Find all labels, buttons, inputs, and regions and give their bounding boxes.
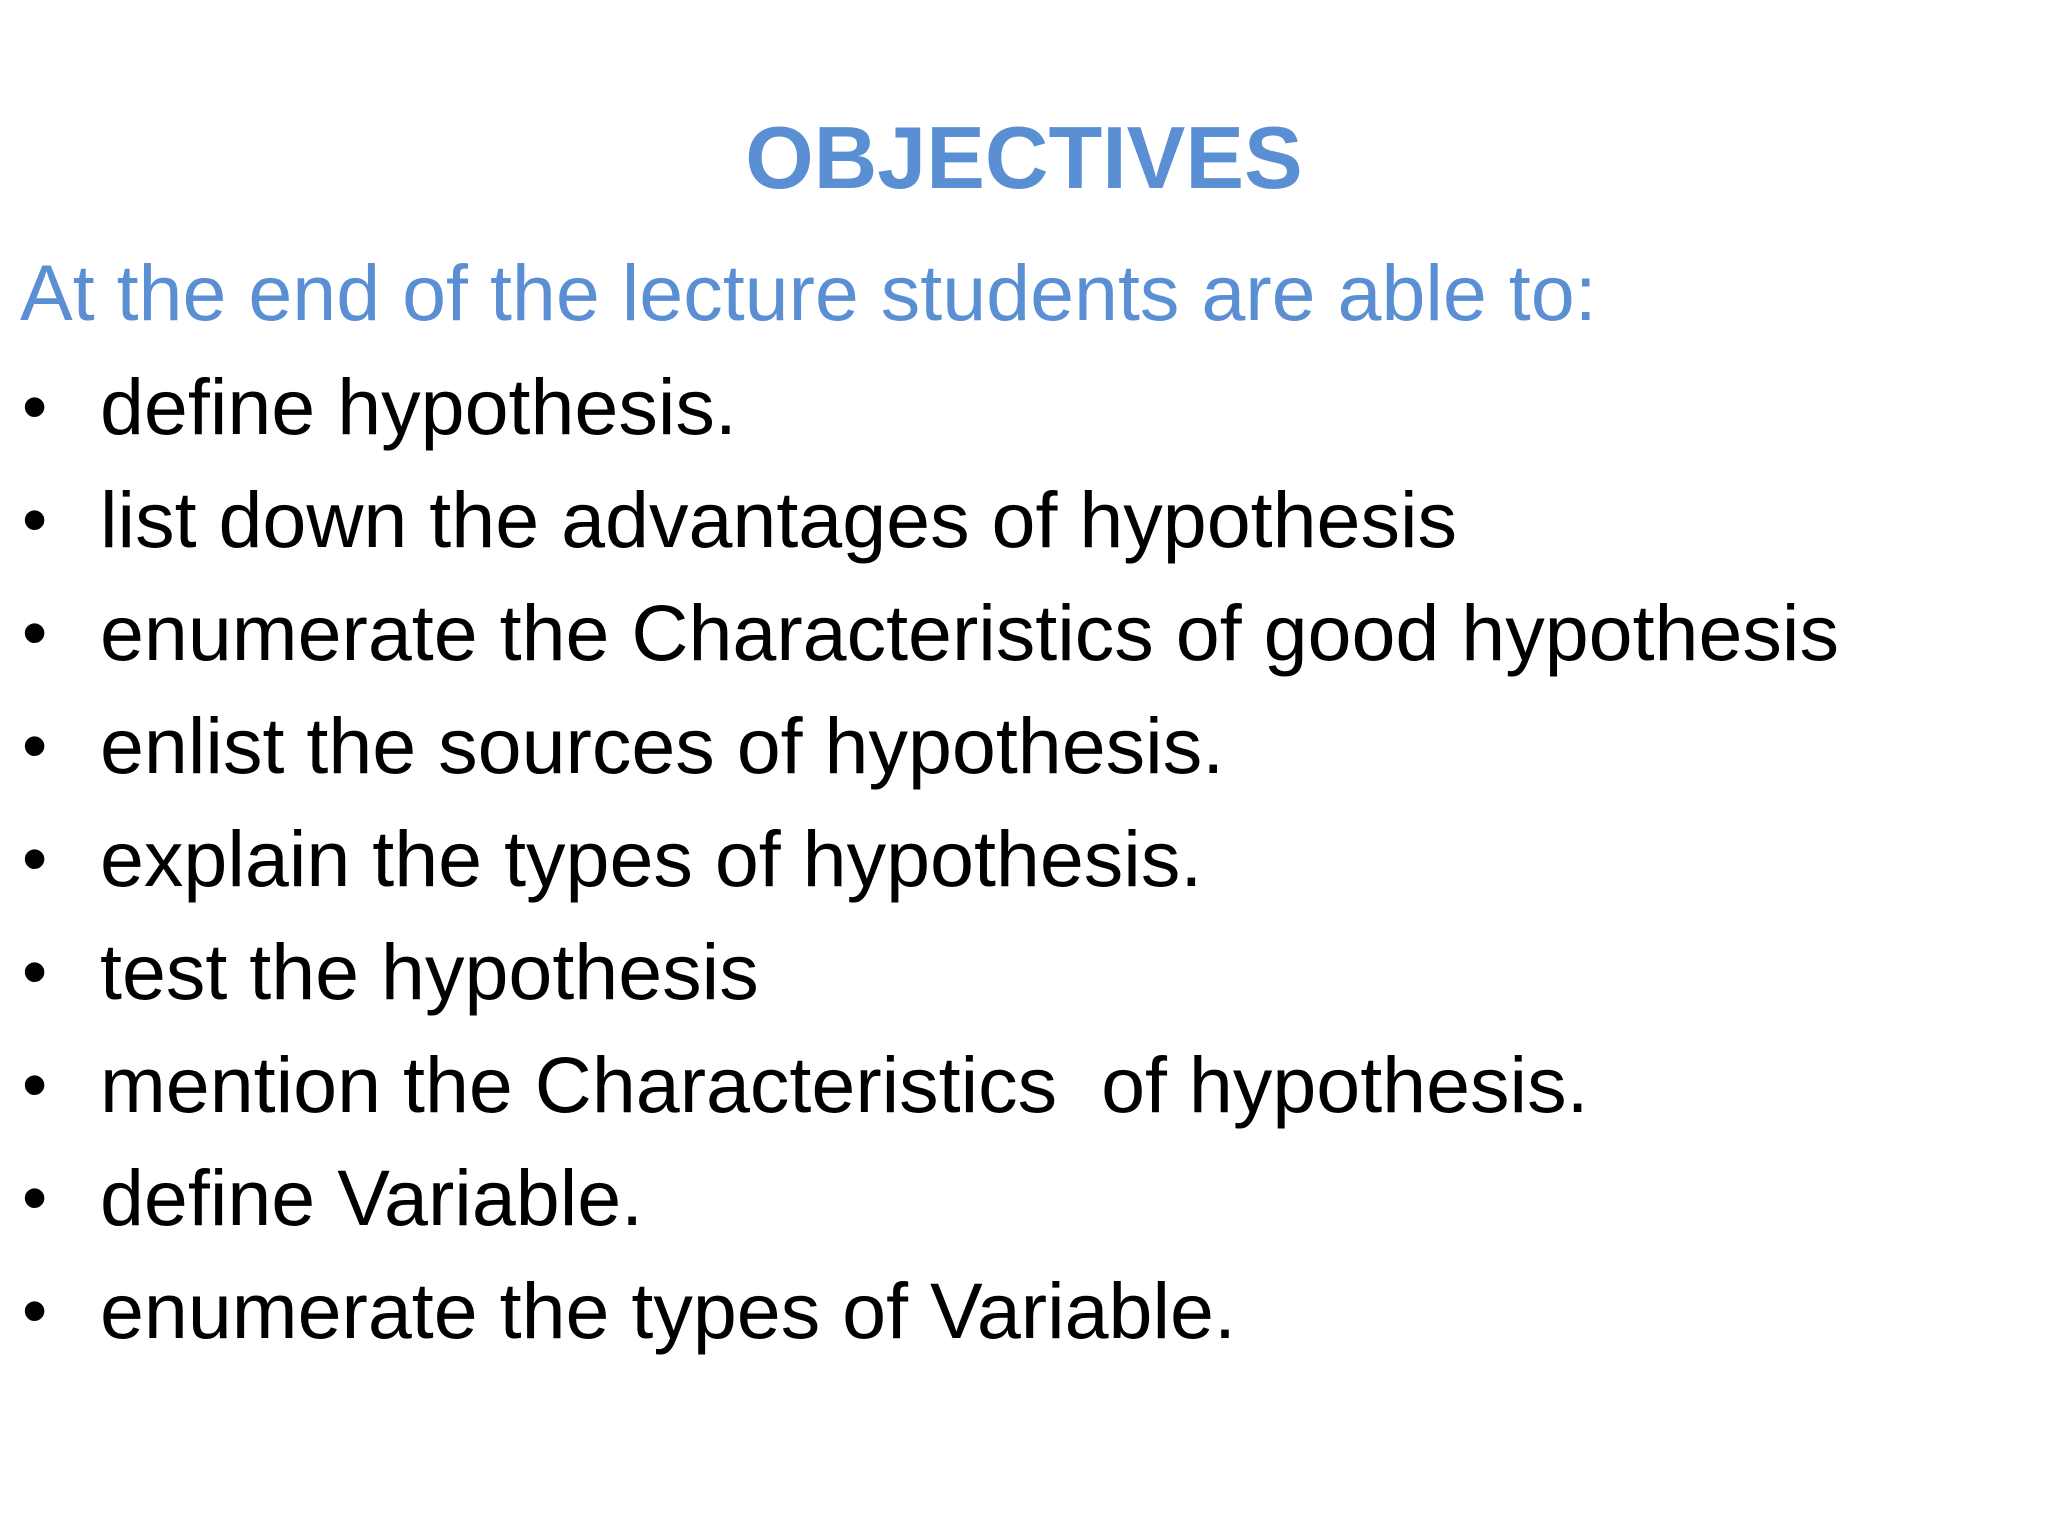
list-item-text: enumerate the Characteristics of good hypothesis [100, 588, 1839, 677]
list-item-text: enumerate the types of Variable. [100, 1266, 1236, 1355]
list-item-text: list down the advantages of hypothesis [100, 475, 1458, 564]
slide-title: OBJECTIVES [745, 108, 1303, 207]
bullet-icon: • [22, 480, 48, 560]
slide-intro: At the end of the lecture students are able to: [20, 248, 1597, 337]
list-item-text: define hypothesis. [100, 362, 737, 451]
list-item-text: mention the Characteristics of hypothesis. [100, 1040, 1589, 1129]
bullet-icon: • [22, 1271, 48, 1351]
bullet-icon: • [22, 819, 48, 899]
bullet-icon: • [22, 932, 48, 1012]
bullet-icon: • [22, 593, 48, 673]
list-item-text: explain the types of hypothesis. [100, 814, 1203, 903]
list-item-text: define Variable. [100, 1153, 644, 1242]
bullet-icon: • [22, 1045, 48, 1125]
bullet-icon: • [22, 706, 48, 786]
list-item-text: test the hypothesis [100, 927, 759, 1016]
list-item-text: enlist the sources of hypothesis. [100, 701, 1225, 790]
bullet-icon: • [22, 367, 48, 447]
bullet-icon: • [22, 1158, 48, 1238]
